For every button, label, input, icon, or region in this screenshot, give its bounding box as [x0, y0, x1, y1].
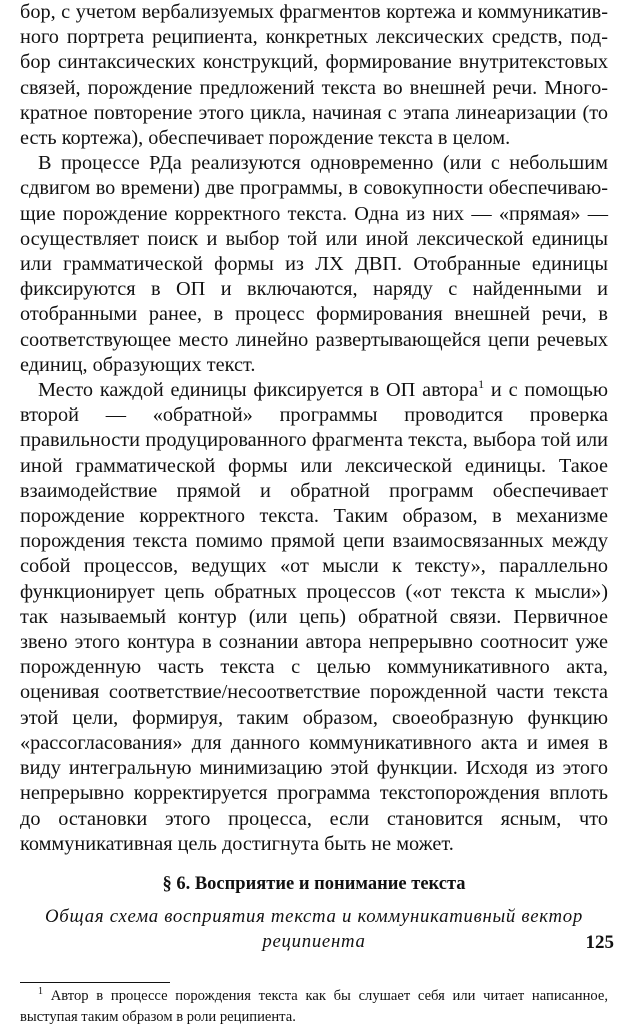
paragraph-3-rest: и с помощью второй — «обратной» программы проводится проверка правильности продуцированного фрагмента текста, выбора той или иной грамматической формы или лексической единицы. Такое взаимодействие прямой и обратной программ обеспечивает порождение корректного текста. Таким образом, в механизме порождения текста помимо прямой цепи взаимосвязанных между собой процессов, ведущих «от мысли к тексту», параллельно функционирует цепь обратных процессов («от текста к мысли») так называемый контур (или цепь) обратной связи. Первичное звено этого контура в сознании автора непрерывно соотносит уже порожденную часть текста с целью коммуникативного акта, оценивая соответствие/несоответствие порожденной части текста этой цели, формируя, таким образом, своеобразную функцию «рассогласования» для данного коммуникативного акта и имея в виду интегральную минимизацию этой функции. Исходя из этого непрерывно корректируется программа текстопорождения вплоть до остановки этого процесса, если становится ясным, что коммуникативная цель достигнута быть не может.	[20, 379, 609, 855]
paragraph-3	[20, 378, 608, 857]
footnote	[20, 986, 608, 1028]
footnote-marker: 1	[38, 986, 43, 998]
paragraph-2: В процессе РДа реализуются одновременно (или с небольшим сдвигом во времени) две программы, в совокупности обеспечивающие порождение корректного текста. Одна из них — «прямая» — осуществляет поиск и выбор той или иной лексической единицы или грамматической формы из ЛХ ДВП. Отобранные единицы фиксируются в ОП и включаются, наряду с найденными и отобранными ранее, в процесс формирования внешней речи, в соответствующее место линейно развертывающейся цепи речевых единиц, образующих текст.	[20, 152, 608, 376]
footnote-text: Автор в процессе порождения текста как бы слушает себя или читает написанное, выступая таким образом в роли реципиента.	[20, 987, 608, 1025]
page-body	[20, 0, 608, 1028]
paragraph-1: бор, с учетом вербализуемых фрагментов кортежа и коммуникативного портрета реципиента, конкретных лексических средств, подбор синтаксических конструкций, формирование внутритекстовых связей, порождение предложений текста во внешней речи. Многократное повторение этого цикла, начиная с этапа линеаризации (то есть кортежа), обеспечивает порождение текста в целом.	[20, 1, 608, 150]
page-number: 125	[585, 932, 614, 953]
section-heading: § 6. Восприятие и понимание текста	[162, 873, 466, 894]
footnote-reference[interactable]: 1	[478, 377, 485, 392]
paragraph-3-start: Место каждой единицы фиксируется в ОП автора	[38, 379, 479, 402]
section-subheading: Общая схема восприятия текста и коммуникативный вектор реципиента	[45, 905, 583, 952]
